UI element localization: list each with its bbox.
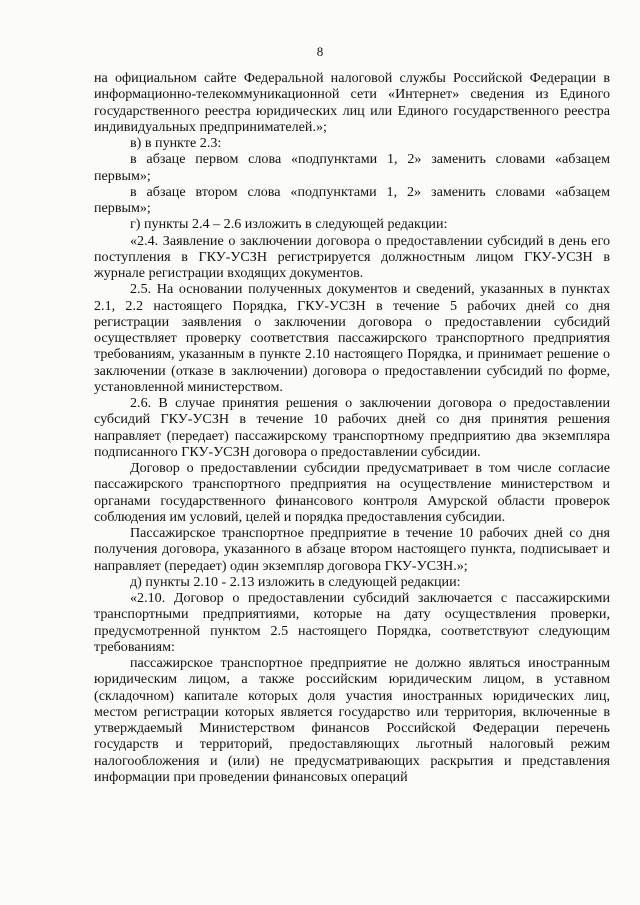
paragraph: «2.4. Заявление о заключении договора о предоставлении субсидий в день его поступления в ГКУ-УСЗН регистрируется должностным лицом ГКУ-УСЗН в журнале регистрации входящих документов.	[94, 232, 610, 281]
paragraph: в) в пункте 2.3:	[130, 135, 222, 151]
paragraph: «2.10. Договор о предоставлении субсидий заключается с пассажирскими транспортными предприятиями, которые на дату осуществления проверки, предусмотренной пунктом 2.5 настоящего Порядка, соответствуют следующим требованиям:	[94, 590, 610, 655]
paragraph: пассажирское транспортное предприятие не должно являться иностранным юридическим лицом, а также российским юридическим лицом, в уставном (складочном) капитале которых доля участия иностранных юридических лиц, местом регистрации которых является государство или территория, включенные в утверждаемый Министерством финансов Российской Федерации перечень государств и территорий, предоставляющих льготный налоговый режим налогообложения и (или) не предусматривающих раскрытия и представления информации при проведении финансовых операций	[94, 655, 610, 785]
paragraph: Пассажирское транспортное предприятие в течение 10 рабочих дней со дня получения договора, указанного в абзаце втором настоящего пункта, подписывает и направляет (передает) один экземпляр договора ГКУ-УСЗН.»;	[94, 525, 610, 574]
paragraph: в абзаце первом слова «подпунктами 1, 2» заменить словами «абзацем первым»;	[94, 151, 610, 184]
paragraph: Договор о предоставлении субсидии предусматривает в том числе согласие пассажирского транспортного предприятия на осуществление министерством и органами государственного финансового контроля Амурской области проверок соблюдения им условий, целей и порядка предоставления субсидии.	[94, 460, 610, 525]
document-body	[94, 70, 610, 785]
paragraph: в абзаце втором слова «подпунктами 1, 2» заменить словами «абзацем первым»;	[94, 183, 610, 216]
paragraph: на официальном сайте Федеральной налоговой службы Российской Федерации в информационно-телекоммуникационной сети «Интернет» сведения из Единого государственного реестра юридических лиц или Единого государственного реестра индивидуальных предпринимателей.»;	[94, 70, 610, 135]
paragraph: 2.5. На основании полученных документов и сведений, указанных в пунктах 2.1, 2.2 настоящего Порядка, ГКУ-УСЗН в течение 5 рабочих дней со дня регистрации заявления о заключении договора о предоставлении субсидий осуществляет проверку соответствия пассажирского транспортного предприятия требованиям, указанным в пункте 2.10 настоящего Порядка, и принимает решение о заключении (отказе в заключении) договора о предоставлении субсидий по форме, установленной министерством.	[94, 281, 610, 395]
paragraph: г) пункты 2.4 – 2.6 изложить в следующей редакции:	[130, 216, 448, 233]
paragraph: д) пункты 2.10 - 2.13 изложить в следующей редакции:	[130, 573, 461, 590]
paragraph: 2.6. В случае принятия решения о заключении договора о предоставлении субсидий ГКУ-УСЗН в течение 10 рабочих дней со дня принятия решения направляет (передает) пассажирскому транспортному предприятию два экземпляра подписанного ГКУ-УСЗН договора о предоставлении субсидии.	[94, 395, 610, 460]
page-number: 8	[316, 44, 324, 59]
